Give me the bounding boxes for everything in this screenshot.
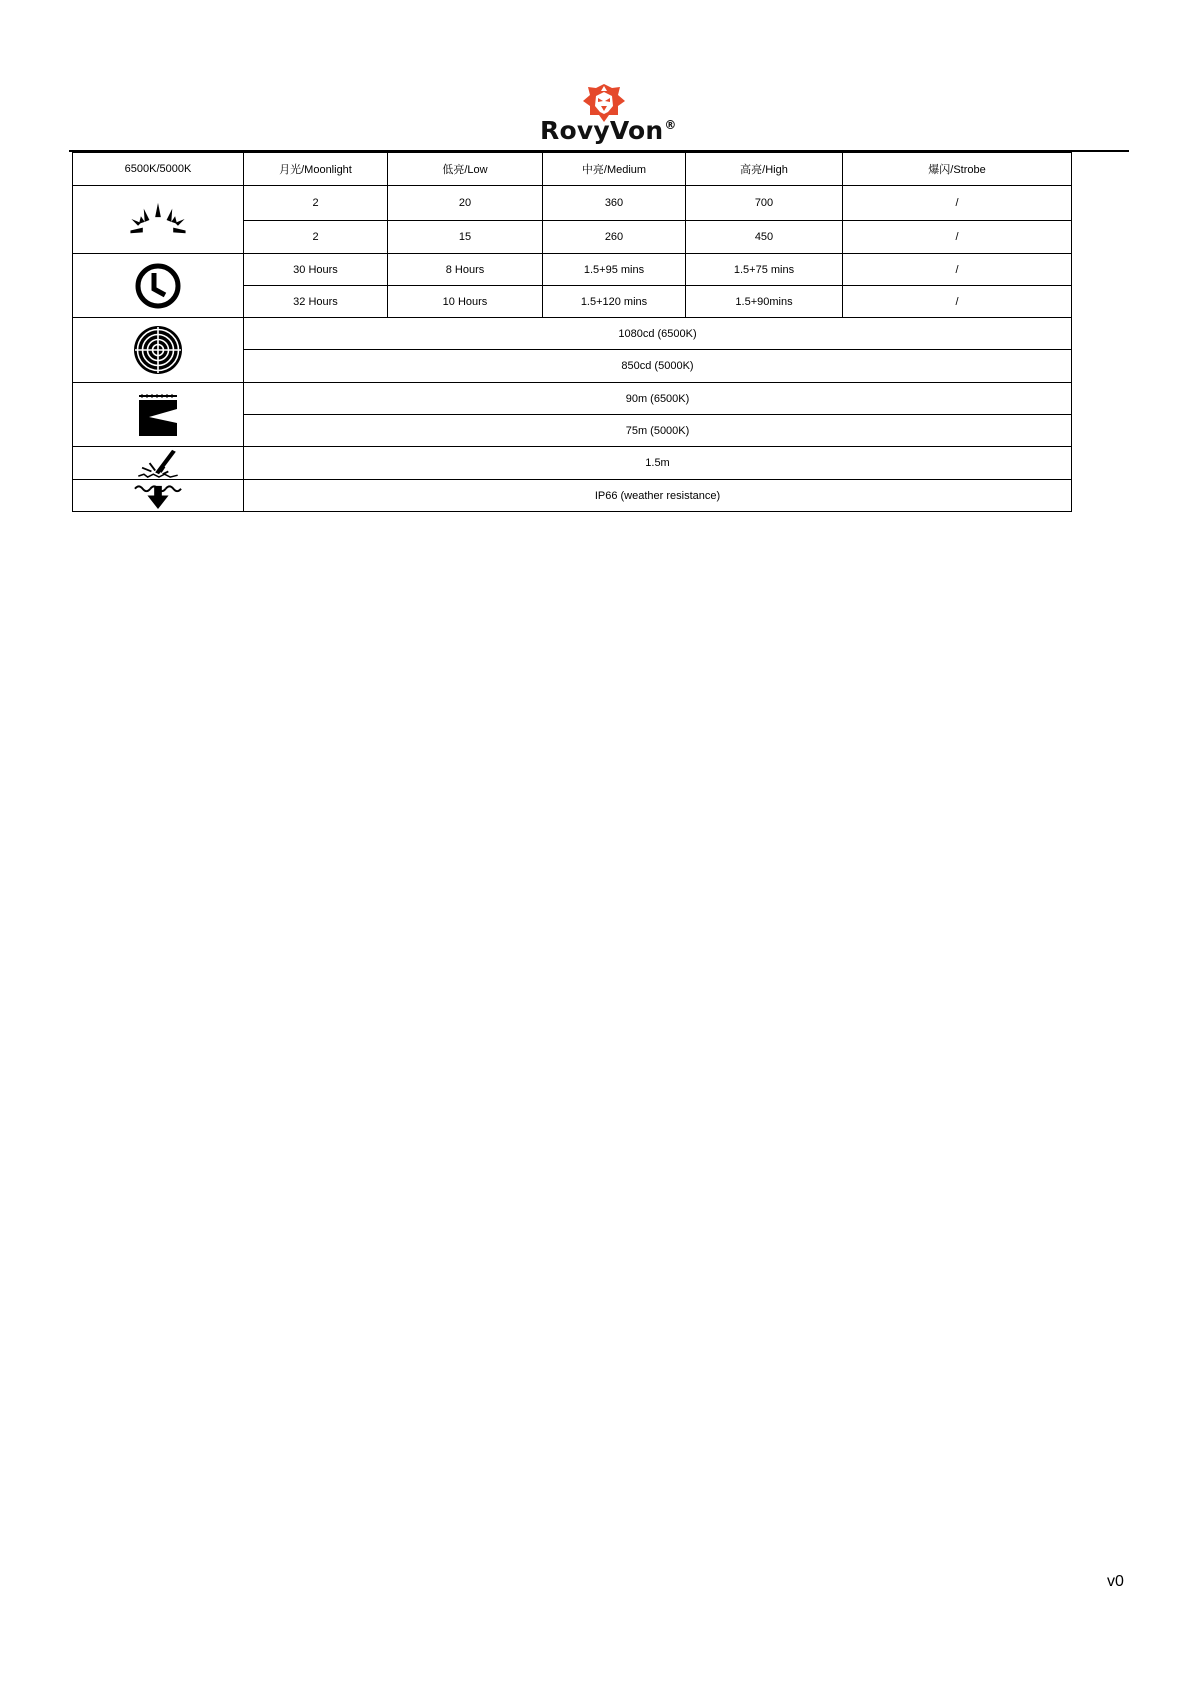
table-header-row (73, 153, 1072, 186)
intensity-5000k: 850cd (5000K) (244, 350, 1072, 383)
output-6500k-strobe: / (843, 186, 1072, 221)
table-row (73, 383, 1072, 415)
output-5000k-moonlight: 2 (244, 221, 388, 254)
runtime-6500k-high: 1.5+75 mins (686, 254, 843, 286)
distance-5000k: 75m (5000K) (244, 415, 1072, 447)
impact-value: 1.5m (244, 447, 1072, 480)
output-5000k-medium: 260 (543, 221, 686, 254)
spec-table (72, 152, 1072, 512)
header-moonlight: 月光/Moonlight (244, 153, 388, 186)
header-medium: 中亮/Medium (543, 153, 686, 186)
intensity-6500k: 1080cd (6500K) (244, 318, 1072, 350)
header-strobe: 爆闪/Strobe (843, 153, 1072, 186)
runtime-5000k-medium: 1.5+120 mins (543, 286, 686, 318)
impact-icon-cell (73, 447, 244, 480)
runtime-6500k-moonlight: 30 Hours (244, 254, 388, 286)
output-5000k-low: 15 (388, 221, 543, 254)
clock-icon (133, 261, 183, 311)
table-row (73, 318, 1072, 350)
version-label: v0 (1107, 1573, 1124, 1590)
sunrise-rays-icon (129, 201, 187, 239)
runtime-5000k-strobe: / (843, 286, 1072, 318)
header-low: 低亮/Low (388, 153, 543, 186)
distance-icon-cell (73, 383, 244, 447)
target-icon (132, 324, 184, 376)
header-high: 高亮/High (686, 153, 843, 186)
beam-distance-icon (137, 393, 179, 437)
output-5000k-strobe: / (843, 221, 1072, 254)
output-6500k-low: 20 (388, 186, 543, 221)
runtime-5000k-high: 1.5+90mins (686, 286, 843, 318)
output-6500k-medium: 360 (543, 186, 686, 221)
distance-6500k: 90m (6500K) (244, 383, 1072, 415)
impact-drop-icon (136, 448, 180, 478)
runtime-5000k-moonlight: 32 Hours (244, 286, 388, 318)
output-icon-cell (73, 186, 244, 254)
table-row (73, 254, 1072, 286)
table-row (73, 480, 1072, 512)
runtime-icon-cell (73, 254, 244, 318)
header-color-temp: 6500K/5000K (73, 153, 244, 186)
brand-name: RovyVon® (540, 116, 677, 145)
intensity-icon-cell (73, 318, 244, 383)
table-row (73, 186, 1072, 221)
runtime-6500k-medium: 1.5+95 mins (543, 254, 686, 286)
runtime-6500k-low: 8 Hours (388, 254, 543, 286)
output-6500k-high: 700 (686, 186, 843, 221)
water-resistance-icon (134, 481, 182, 510)
output-6500k-moonlight: 2 (244, 186, 388, 221)
brand-logo (540, 84, 680, 150)
table-row (73, 447, 1072, 480)
output-5000k-high: 450 (686, 221, 843, 254)
runtime-5000k-low: 10 Hours (388, 286, 543, 318)
water-icon-cell (73, 480, 244, 512)
water-value: IP66 (weather resistance) (244, 480, 1072, 512)
runtime-6500k-strobe: / (843, 254, 1072, 286)
